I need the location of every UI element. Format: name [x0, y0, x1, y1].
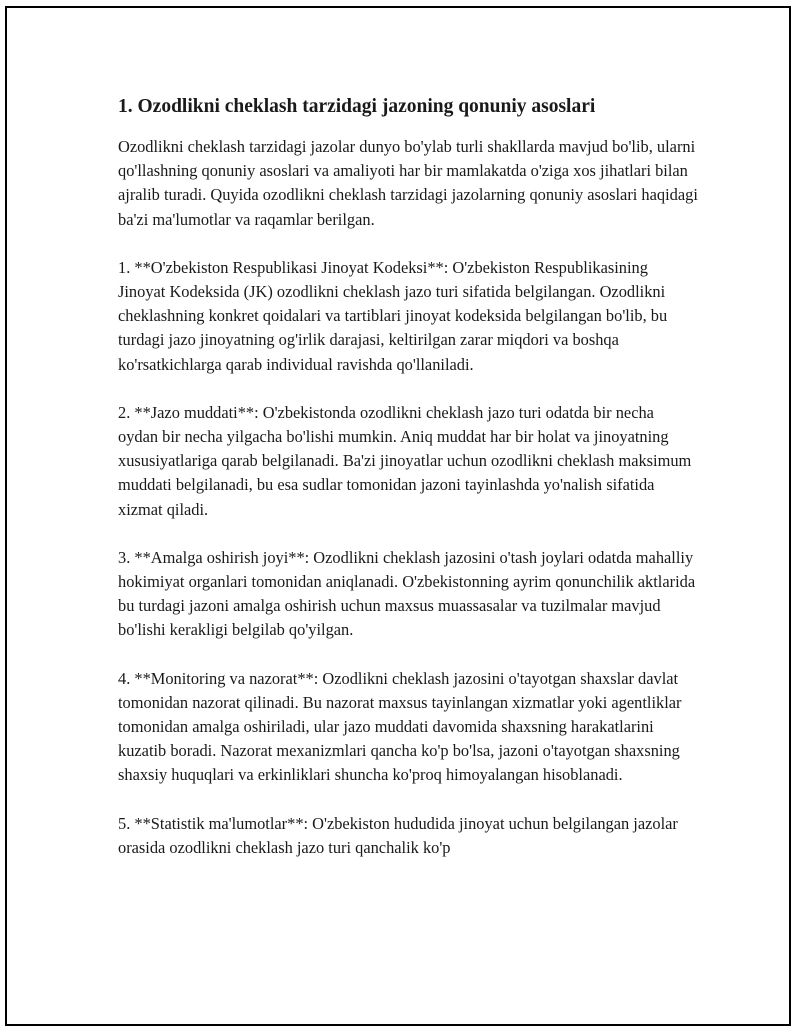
paragraph-statistics: 5. **Statistik ma'lumotlar**: O'zbekiston hududida jinoyat uchun belgilangan jazolar orasida ozodlikni cheklash jazo turi qanchalik ko'p [118, 813, 678, 857]
intro-paragraph: Ozodlikni cheklash tarzidagi jazolar dunyo bo'ylab turli shakllarda mavjud bo'lib, ularni qo'llashning qonuniy asoslari va amaliyoti har bir mamlakatda o'ziga xos jihatlari bilan ajralib turadi. Quyida ozodlikni cheklash tarzidagi jazolarning qonuniy asoslari haqidagi ba'zi ma'lumotlar va raqamlar berilgan. [118, 137, 698, 229]
paragraph-term: 2. **Jazo muddati**: O'zbekistonda ozodlikni cheklash jazo turi odatda bir necha oydan bir necha yilgacha bo'lishi mumkin. Aniq muddat har bir holat va jinoyatning xususiyatlariga qarab belgilanadi. Ba'zi jinoyatlar uchun ozodlikni cheklash maksimum muddati belgilanadi, bu esa sudlar tomonidan jazoni tayinlashda yo'nalish sifatida xizmat qiladi. [118, 402, 692, 519]
paragraph-criminal-code: 1. **O'zbekiston Respublikasi Jinoyat Kodeksi**: O'zbekiston Respublikasining Jinoyat Kodeksida (JK) ozodlikni cheklash jazo turi sifatida belgilangan. Ozodlikni cheklashning konkret qoidalari va tartiblari jinoyat kodeksida belgilangan bo'lib, bu turdagi jazo jinoyatning og'irlik darajasi, keltirilgan zarar miqdori va boshqa ko'rsatkichlarga qarab individual ravishda qo'llaniladi. [118, 257, 668, 374]
paragraph-monitoring: 4. **Monitoring va nazorat**: Ozodlikni cheklash jazosini o'tayotgan shaxslar davlat tomonidan nazorat qilinadi. Bu nazorat maxsus tayinlangan xizmatlar yoki agentliklar tomonidan amalga oshiriladi, ular jazo muddati davomida shaxsning harakatlarini kuzatib boradi. Nazorat mexanizmlari qancha ko'p bo'lsa, jazoni o'tayotgan shaxsning shaxsiy huquqlari va erkinliklari shuncha ko'proq himoyalangan hisoblanadi. [118, 668, 682, 785]
document-body [118, 93, 698, 884]
document-title: 1. Ozodlikni cheklash tarzidagi jazoning qonuniy asoslari [118, 96, 596, 117]
paragraph-place: 3. **Amalga oshirish joyi**: Ozodlikni cheklash jazosini o'tash joylari odatda mahalliy hokimiyat organlari tomonidan aniqlanadi. O'zbekistonning ayrim qonunchilik aktlarida bu turdagi jazoni amalga oshirish uchun maxsus muassasalar va tuzilmalar mavjud bo'lishi kerakligi belgilab qo'yilgan. [118, 547, 696, 640]
